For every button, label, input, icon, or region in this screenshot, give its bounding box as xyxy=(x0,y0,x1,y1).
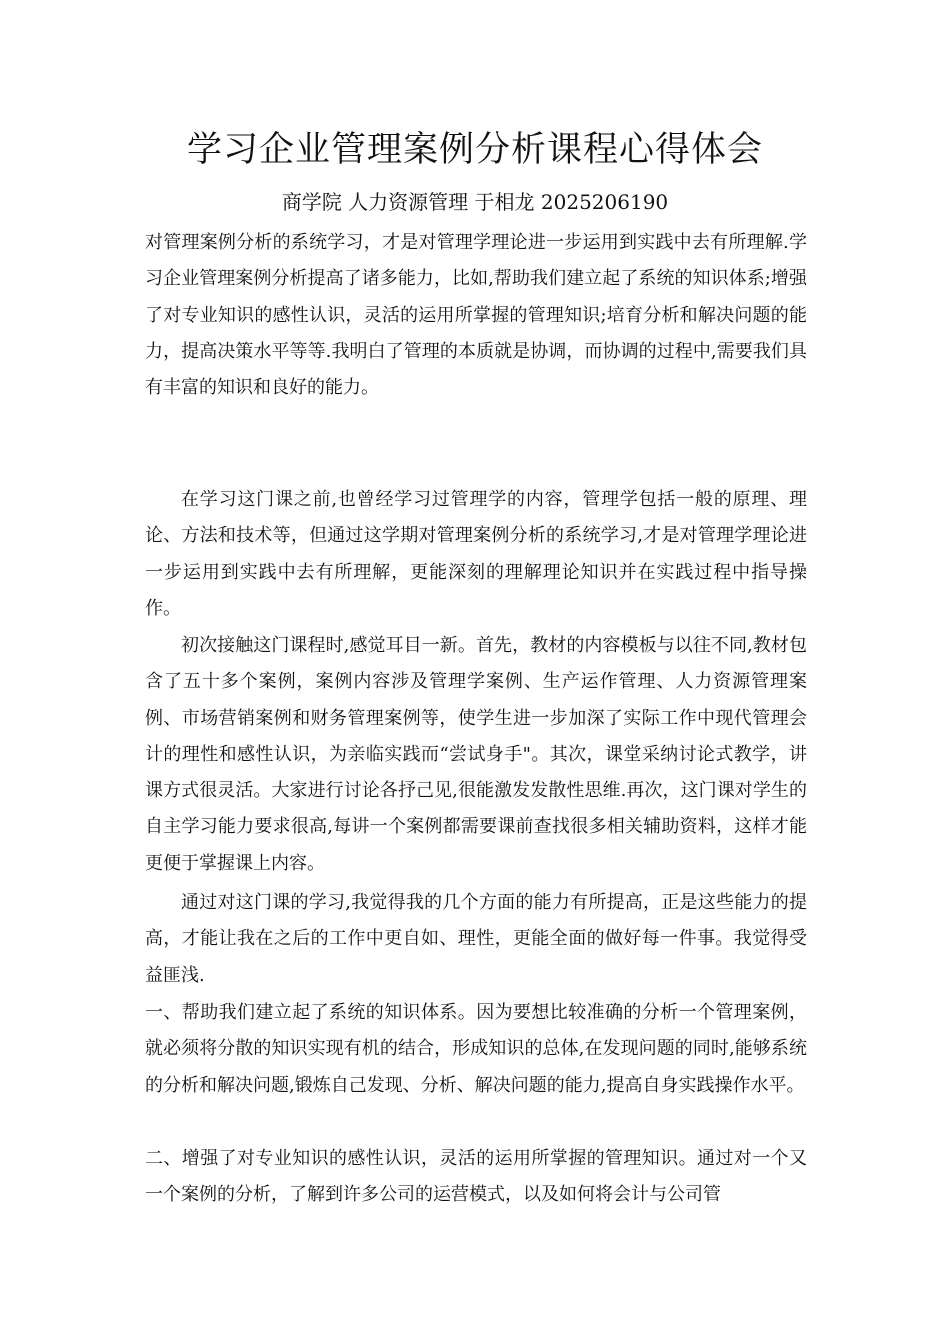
author-line: 商学院 人力资源管理 于相龙 2025206190 xyxy=(281,190,669,214)
document-title: 学习企业管理案例分析课程心得体会 xyxy=(186,130,763,170)
paragraph-before-course: 在学习这门课之前,也曾经学习过管理学的内容，管理学包括一般的原理、理论、方法和技术等，但通过这学期对管理案例分析的系统学习,才是对管理学理论进一步运用到实践中去有所理解，更能深刻的理解理论知识并在实践过程中指导操作。 xyxy=(145,489,807,619)
paragraph-abilities: 通过对这门课的学习,我觉得我的几个方面的能力有所提高，正是这些能力的提高，才能让我在之后的工作中更自如、理性，更能全面的做好每一件事。我觉得受益匪浅. xyxy=(145,892,807,986)
paragraph-first-contact: 初次接触这门课程时,感觉耳目一新。首先，教材的内容模板与以往不同,教材包含了五十多个案例，案例内容涉及管理学案例、生产运作管理、人力资源管理案例、市场营销案例和财务管理案例等，使学生进一步加深了实际工作中现代管理会计的理性和感性认识，为亲临实践而“尝试身手"。其次，课堂采纳讨论式教学，讲课方式很灵活。大家进行讨论各抒己见,很能激发发散性思维.再次，这门课对学生的自主学习能力要求很高,每讲一个案例都需要课前查找很多相关辅助资料，这样才能更便于掌握课上内容。 xyxy=(145,635,807,874)
paragraph-point-two: 二、增强了对专业知识的感性认识，灵活的运用所掌握的管理知识。通过对一个又一个案例的分析，了解到许多公司的运营模式，以及如何将会计与公司管 xyxy=(145,1148,807,1206)
paragraph-point-one: 一、帮助我们建立起了系统的知识体系。因为要想比较准确的分析一个管理案例，就必须将分散的知识实现有机的结合，形成知识的总体,在发现问题的同时,能够系统的分析和解决问题,锻炼自己发现、分析、解决问题的能力,提高自身实践操作水平。 xyxy=(145,1002,807,1096)
paragraph-intro: 对管理案例分析的系统学习，才是对管理学理论进一步运用到实践中去有所理解.学习企业管理案例分析提高了诸多能力，比如,帮助我们建立起了系统的知识体系;增强了对专业知识的感性认识，灵活的运用所掌握的管理知识;培育分析和解决问题的能力，提高决策水平等等.我明白了管理的本质就是协调，而协调的过程中,需要我们具有丰富的知识和良好的能力。 xyxy=(145,232,807,399)
